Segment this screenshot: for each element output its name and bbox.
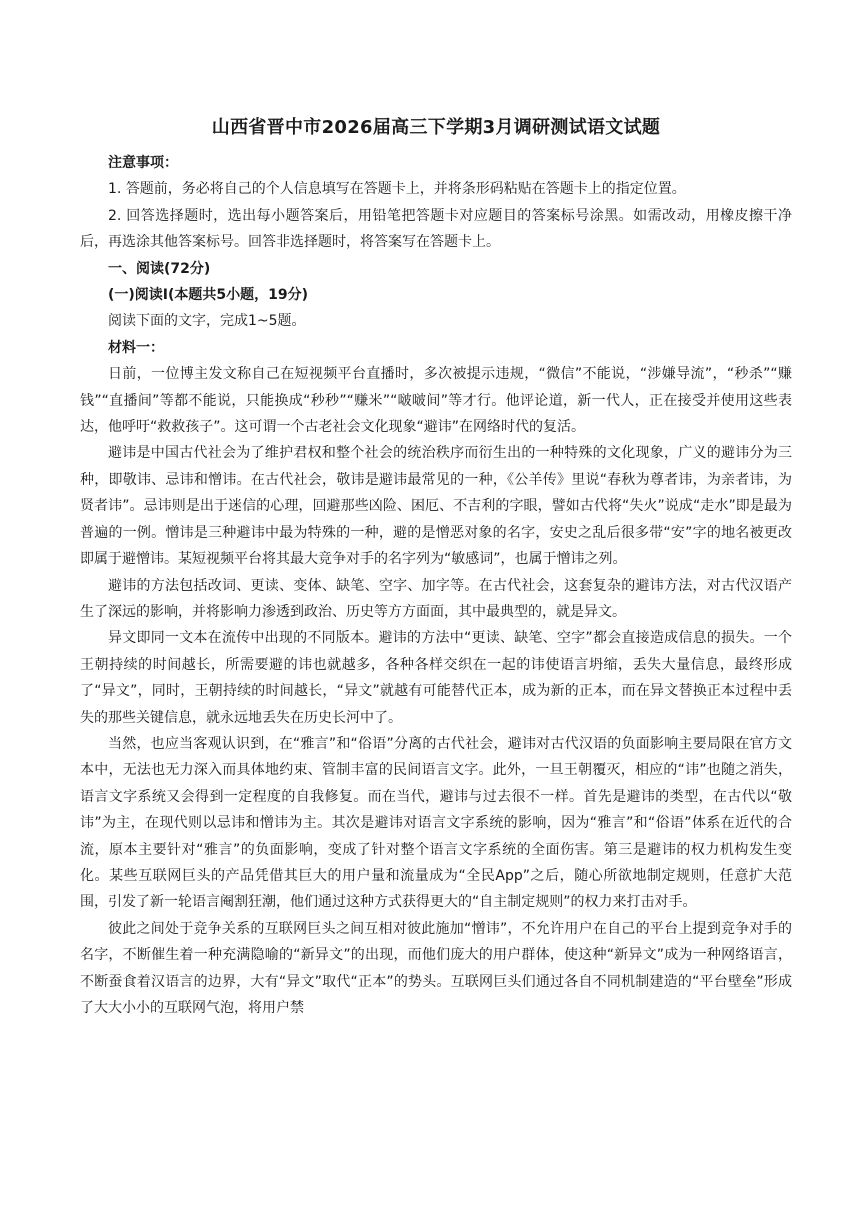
subsection-heading: (一)阅读Ⅰ(本题共5小题，19分) <box>108 287 309 304</box>
section-heading: 一、阅读(72分) <box>108 260 211 277</box>
instruction-text: 阅读下面的文字，完成1~5题。 <box>108 313 306 330</box>
notice-heading: 注意事项： <box>108 155 178 171</box>
document-title: 山西省晋中市2026届高三下学期3月调研测试语文试题 <box>211 117 661 138</box>
body-paragraph: 日前，一位博主发文称自己在短视频平台直播时，多次被提示违规，“微信”不能说，“涉嫌导流”，“秒杀”“赚钱”“直播间”等都不能说，只能换成“秒秒”“赚米”“啵啵间”等才行。他评论道，新一代人，正在接受并使用这些表达，他呼吁“救救孩子”。这可谓一个古老社会文化现象“避讳”在网络时代的复活。 <box>80 366 792 436</box>
document-page <box>80 112 792 1021</box>
body-paragraph: 彼此之间处于竞争关系的互联网巨头之间互相对彼此施加“憎讳”，不允许用户在自己的平台上提到竞争对手的名字，不断催生着一种充满隐喻的“新异文”的出现，而他们庞大的用户群体，使这种“新异文”成为一种网络语言，不断蚕食着汉语言的边界，大有“异文”取代“正本”的势头。互联网巨头们通过各自不同机制建造的“平台壁垒”形成了大大小小的互联网气泡，将用户禁 <box>80 920 792 1016</box>
body-paragraph: 避讳是中国古代社会为了维护君权和整个社会的统治秩序而衍生出的一种特殊的文化现象，广义的避讳分为三种，即敬讳、忌讳和憎讳。在古代社会，敬讳是避讳最常见的一种，《公羊传》里说“春秋为尊者讳，为亲者讳，为贤者讳”。忌讳则是出于迷信的心理，回避那些凶险、困厄、不吉利的字眼，譬如古代将“失火”说成“走水”即是最为普遍的一例。憎讳是三种避讳中最为特殊的一种，避的是憎恶对象的名字，安史之乱后很多带“安”字的地名被更改即属于避憎讳。某短视频平台将其最大竞争对手的名字列为“敏感词”，也属于憎讳之列。 <box>80 445 792 568</box>
body-paragraph: 避讳的方法包括改词、更读、变体、缺笔、空字、加字等。在古代社会，这套复杂的避讳方法，对古代汉语产生了深远的影响，并将影响力渗透到政治、历史等方方面面，其中最典型的，就是异文。 <box>80 577 792 620</box>
notice-item-2: 2. 回答选择题时，选出每小题答案后，用铅笔把答题卡对应题目的答案标号涂黑。如需改动，用橡皮擦干净后，再选涂其他答案标号。回答非选择题时，将答案写在答题卡上。 <box>80 207 792 251</box>
body-paragraph: 异文即同一文本在流传中出现的不同版本。避讳的方法中“更读、缺笔、空字”都会直接造成信息的损失。一个王朝持续的时间越长，所需要避的讳也就越多，各种各样交织在一起的讳使语言坍缩，丢失大量信息，最终形成了“异文”，同时，王朝持续的时间越长，“异文”就越有可能替代正本，成为新的正本，而在异文替换正本过程中丢失的那些关键信息，就永远地丢失在历史长河中了。 <box>80 630 792 726</box>
notice-item-1: 1. 答题前，务必将自己的个人信息填写在答题卡上，并将条形码粘贴在答题卡上的指定位置。 <box>108 181 686 198</box>
material-heading: 材料一： <box>108 339 164 356</box>
body-paragraph: 当然，也应当客观认识到，在“雅言”和“俗语”分离的古代社会，避讳对古代汉语的负面影响主要局限在官方文本中，无法也无力深入而具体地约束、管制丰富的民间语言文字。此外，一旦王朝覆灭，相应的“讳”也随之消失，语言文字系统又会得到一定程度的自我修复。而在当代，避讳与过去很不一样。首先是避讳的类型，在古代以“敬讳”为主，在现代则以忌讳和憎讳为主。其次是避讳对语言文字系统的影响，因为“雅言”和“俗语”体系在近代的合流，原本主要针对“雅言”的负面影响，变成了针对整个语言文字系统的全面伤害。第三是避讳的权力机构发生变化。某些互联网巨头的产品凭借其巨大的用户量和流量成为“全民App”之后，随心所欲地制定规则，任意扩大范围，引发了新一轮语言阉割狂潮，他们通过这种方式获得更大的“自主制定规则”的权力来打击对手。 <box>80 735 792 911</box>
